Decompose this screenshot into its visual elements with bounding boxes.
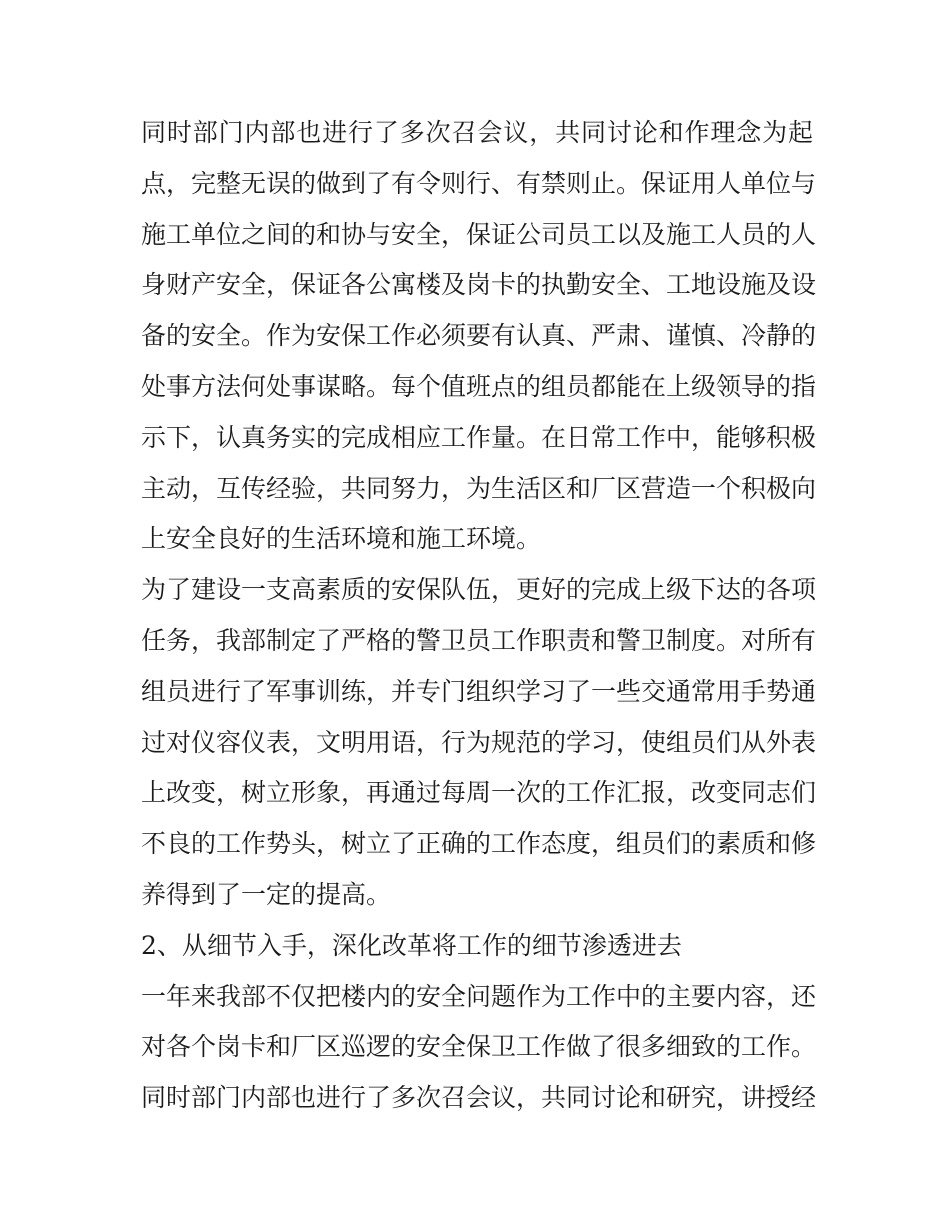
- document-body: [141, 108, 817, 1124]
- text-line: 身财产安全，保证各公寓楼及岗卡的执勤安全、工地设施及设: [141, 270, 817, 300]
- text-line: 上改变，树立形象，再通过每周一次的工作汇报，改变同志们: [141, 778, 817, 808]
- text-line: 过对仪容仪表，文明用语，行为规范的学习，使组员们从外表: [141, 727, 817, 757]
- text-line: 主动，互传经验，共同努力，为生活区和厂区营造一个积极向: [141, 473, 817, 503]
- text-line: 任务，我部制定了严格的警卫员工作职责和警卫制度。对所有: [141, 625, 817, 655]
- text-line: 组员进行了军事训练，并专门组织学习了一些交通常用手势通: [141, 676, 817, 706]
- text-line: 同时部门内部也进行了多次召会议，共同讨论和作理念为起: [141, 118, 813, 147]
- text-line: 一年来我部不仅把楼内的安全问题作为工作中的主要内容，还: [141, 981, 817, 1011]
- text-line: 示下，认真务实的完成相应工作量。在日常工作中，能够积极: [141, 422, 817, 452]
- text-line: 施工单位之间的和协与安全，保证公司员工以及施工人员的人: [141, 219, 817, 249]
- text-line: 养得到了一定的提高。: [141, 879, 392, 909]
- text-line: 不良的工作势头，树立了正确的工作态度，组员们的素质和修: [141, 829, 817, 859]
- text-line: 为了建设一支高素质的安保队伍，更好的完成上级下达的各项: [141, 575, 817, 605]
- text-line: 点，完整无误的做到了有令则行、有禁则止。保证用人单位与: [141, 168, 817, 198]
- text-line: 备的安全。作为安保工作必须要有认真、严肃、谨慎、冷静的: [141, 321, 817, 351]
- text-line: 同时部门内部也进行了多次召会议，共同讨论和研究，讲授经: [141, 1083, 817, 1113]
- section-heading: 2、从细节入手，深化改革将工作的细节渗透进去: [141, 930, 682, 960]
- text-line: 上安全良好的生活环境和施工环境。: [141, 524, 542, 554]
- text-line: 对各个岗卡和厂区巡逻的安全保卫工作做了很多细致的工作。: [141, 1032, 817, 1062]
- text-line: 处事方法何处事谋略。每个值班点的组员都能在上级领导的指: [141, 371, 817, 401]
